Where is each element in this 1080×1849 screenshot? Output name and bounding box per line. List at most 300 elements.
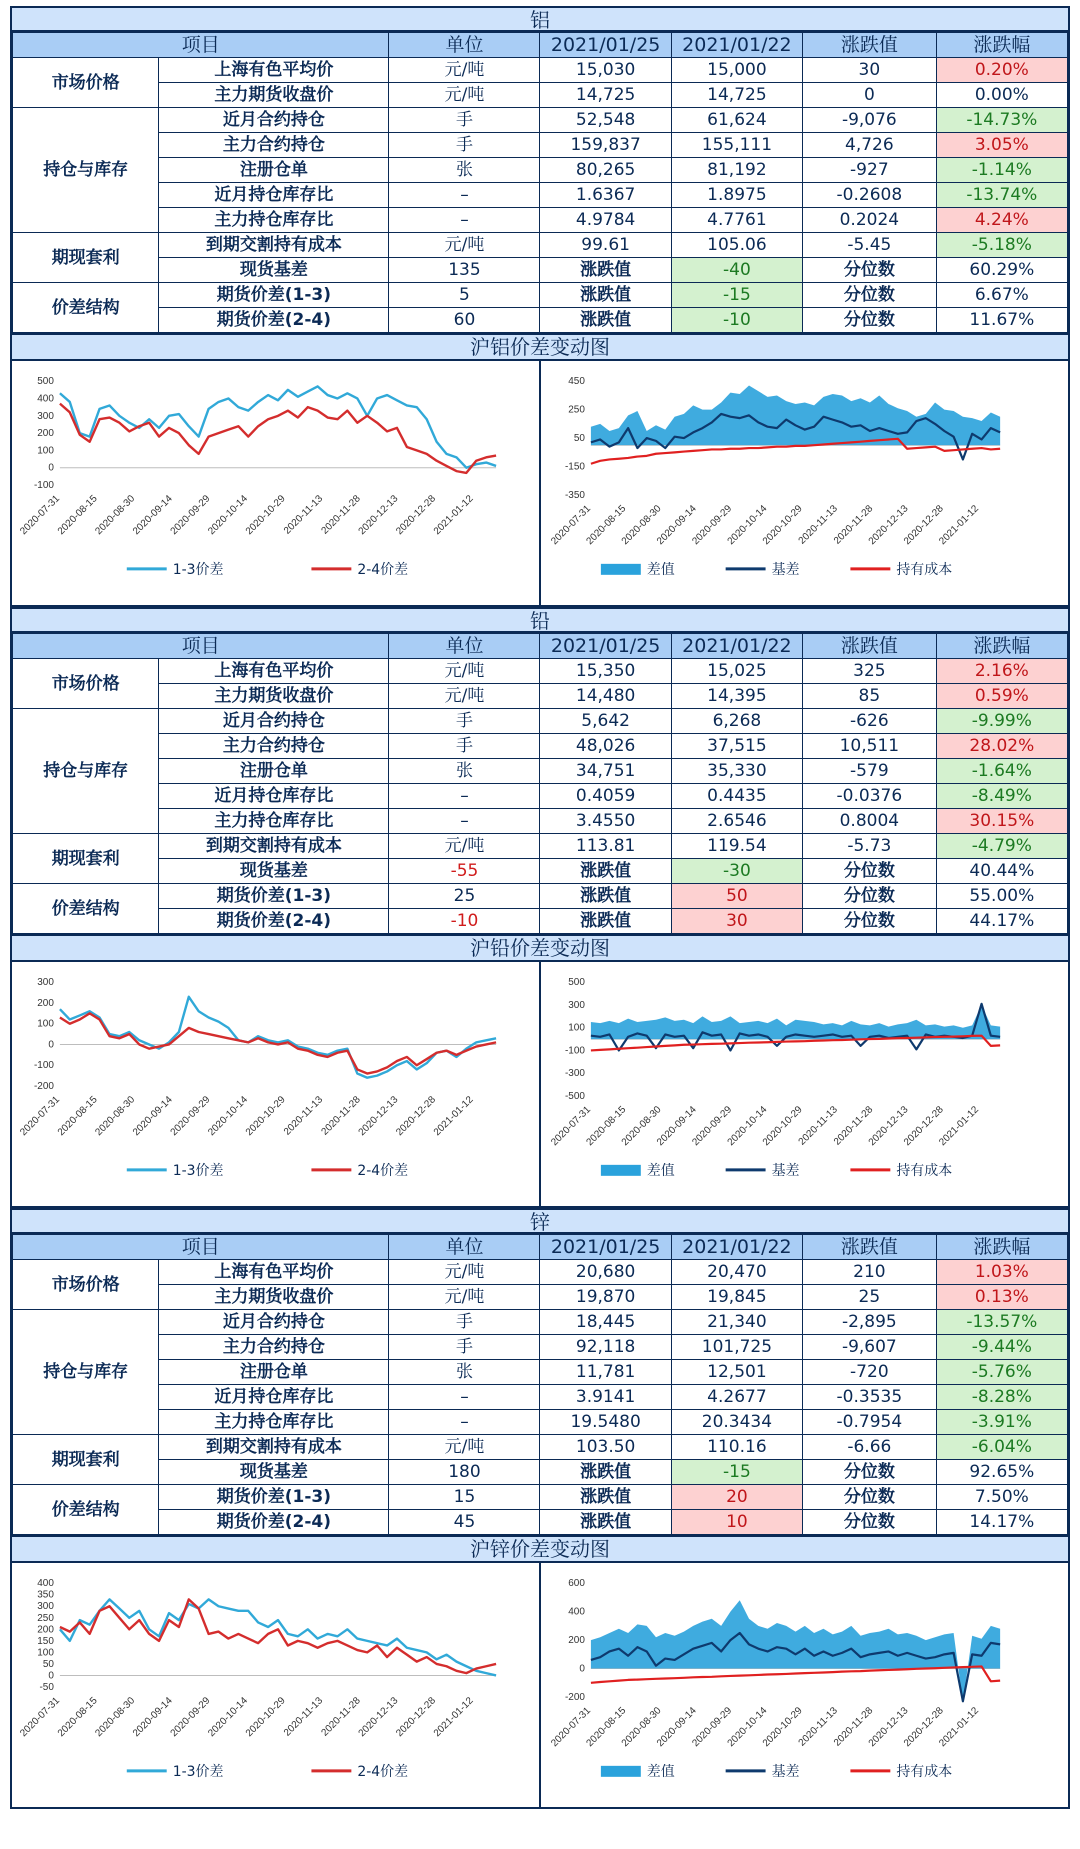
- table-row: [13, 709, 1068, 734]
- basis-value: 25: [389, 884, 540, 909]
- y-tick-label: -200: [564, 1691, 585, 1703]
- row-item: 主力期货收盘价: [159, 83, 389, 108]
- x-tick-label: 2020-07-31: [549, 1104, 594, 1149]
- category-cell: 持仓与库存: [13, 1310, 159, 1435]
- change-label: 涨跌值: [540, 1485, 671, 1510]
- legend-label: 基差: [771, 1162, 800, 1179]
- quantile-value: 44.17%: [936, 909, 1067, 934]
- x-tick-label: 2020-09-29: [168, 1695, 213, 1740]
- spread-line-chart: [12, 1563, 539, 1807]
- legend-swatch: [601, 1766, 641, 1777]
- change-value: -0.2608: [803, 183, 937, 208]
- basis-change: -15: [671, 283, 802, 308]
- change-value: -9,076: [803, 108, 937, 133]
- y-tick-label: 0: [48, 1670, 54, 1682]
- x-tick-label: 2020-08-15: [584, 1705, 629, 1750]
- legend-label: 1-3价差: [172, 1162, 224, 1179]
- category-cell: 市场价格: [13, 659, 159, 709]
- unit-cell: –: [389, 183, 540, 208]
- value-current: 113.81: [540, 834, 671, 859]
- header-col: 涨跌幅: [936, 1235, 1067, 1260]
- x-tick-label: 2020-11-13: [796, 503, 840, 547]
- basis-change: 20: [671, 1485, 802, 1510]
- basis-value: 15: [389, 1485, 540, 1510]
- unit-cell: 元/吨: [389, 1435, 540, 1460]
- header-col: 涨跌幅: [936, 634, 1067, 659]
- quantile-value: 7.50%: [936, 1485, 1067, 1510]
- change-pct: -9.44%: [936, 1335, 1067, 1360]
- diff-area: [591, 1600, 1000, 1702]
- line-chart-svg: [12, 361, 539, 605]
- table-row: [13, 1485, 1068, 1510]
- report: [10, 6, 1070, 1809]
- x-tick-label: 2020-09-29: [690, 1104, 735, 1149]
- x-tick-label: 2020-11-28: [319, 493, 363, 537]
- x-tick-label: 2020-09-14: [655, 1104, 699, 1149]
- header-item: 项目: [13, 33, 389, 58]
- y-tick-label: -50: [39, 1681, 54, 1693]
- unit-cell: 元/吨: [389, 1285, 540, 1310]
- value-previous: 101,725: [671, 1335, 802, 1360]
- x-tick-label: 2020-10-29: [760, 1104, 805, 1149]
- x-tick-label: 2020-09-29: [168, 1094, 213, 1139]
- category-cell: 市场价格: [13, 58, 159, 108]
- value-previous: 155,111: [671, 133, 802, 158]
- x-tick-label: 2020-10-14: [206, 493, 251, 538]
- header-col: 涨跌值: [803, 1235, 937, 1260]
- category-cell: 持仓与库存: [13, 709, 159, 834]
- quantile-label: 分位数: [803, 884, 937, 909]
- table-row: [13, 1410, 1068, 1435]
- change-value: -720: [803, 1360, 937, 1385]
- table-row: [13, 834, 1068, 859]
- unit-cell: 手: [389, 734, 540, 759]
- diff-area: [591, 385, 1000, 445]
- change-value: -0.3535: [803, 1385, 937, 1410]
- quantile-label: 分位数: [803, 258, 937, 283]
- unit-cell: 元/吨: [389, 834, 540, 859]
- row-item: 上海有色平均价: [159, 1260, 389, 1285]
- change-label: 涨跌值: [540, 859, 671, 884]
- value-previous: 110.16: [671, 1435, 802, 1460]
- value-current: 4.9784: [540, 208, 671, 233]
- value-previous: 19,845: [671, 1285, 802, 1310]
- change-label: 涨跌值: [540, 1510, 671, 1535]
- x-tick-label: 2020-08-15: [55, 1094, 100, 1139]
- change-label: 涨跌值: [540, 258, 671, 283]
- row-item: 期货价差(2-4): [159, 1510, 389, 1535]
- row-item: 到期交割持有成本: [159, 834, 389, 859]
- row-item: 近月持仓库存比: [159, 1385, 389, 1410]
- spread-line-chart: [12, 962, 539, 1206]
- unit-cell: 元/吨: [389, 83, 540, 108]
- change-value: 10,511: [803, 734, 937, 759]
- unit-cell: 手: [389, 108, 540, 133]
- x-tick-label: 2021-01-12: [431, 1695, 476, 1740]
- value-current: 103.50: [540, 1435, 671, 1460]
- category-cell: 价差结构: [13, 1485, 159, 1535]
- series-line-2-4: [60, 1013, 496, 1073]
- table-row: [13, 183, 1068, 208]
- quantile-value: 55.00%: [936, 884, 1067, 909]
- value-previous: 4.7761: [671, 208, 802, 233]
- table-row: [13, 909, 1068, 934]
- unit-cell: 元/吨: [389, 684, 540, 709]
- unit-cell: 张: [389, 158, 540, 183]
- unit-cell: 元/吨: [389, 659, 540, 684]
- charts-row: [12, 962, 1068, 1208]
- row-item: 主力期货收盘价: [159, 684, 389, 709]
- change-value: 4,726: [803, 133, 937, 158]
- y-tick-label: 400: [37, 393, 54, 405]
- change-value: -579: [803, 759, 937, 784]
- change-value: -626: [803, 709, 937, 734]
- row-item: 主力合约持仓: [159, 1335, 389, 1360]
- quantile-label: 分位数: [803, 1485, 937, 1510]
- change-value: -5.73: [803, 834, 937, 859]
- x-tick-label: 2020-10-29: [760, 1705, 805, 1750]
- basis-area-chart: [539, 1563, 1068, 1807]
- value-current: 11,781: [540, 1360, 671, 1385]
- unit-cell: 手: [389, 709, 540, 734]
- x-tick-label: 2020-09-14: [655, 503, 699, 548]
- value-current: 5,642: [540, 709, 671, 734]
- header-col: 2021/01/22: [671, 1235, 802, 1260]
- table-row: [13, 158, 1068, 183]
- x-tick-label: 2020-08-30: [619, 1705, 664, 1750]
- basis-value: 45: [389, 1510, 540, 1535]
- unit-cell: –: [389, 1410, 540, 1435]
- change-pct: -13.74%: [936, 183, 1067, 208]
- row-item: 近月合约持仓: [159, 709, 389, 734]
- y-tick-label: 100: [37, 1018, 54, 1030]
- x-tick-label: 2020-10-29: [760, 503, 805, 548]
- x-tick-label: 2020-12-13: [356, 1094, 401, 1139]
- header-item: 项目: [13, 1235, 389, 1260]
- value-current: 48,026: [540, 734, 671, 759]
- basis-value: 135: [389, 258, 540, 283]
- x-tick-label: 2020-08-30: [619, 503, 664, 548]
- series-line-2-4: [60, 1599, 496, 1673]
- y-tick-label: 150: [37, 1635, 54, 1647]
- x-tick-label: 2020-07-31: [18, 1094, 63, 1139]
- category-cell: 持仓与库存: [13, 108, 159, 233]
- header-col: 涨跌幅: [936, 33, 1067, 58]
- row-item: 期货价差(2-4): [159, 909, 389, 934]
- y-tick-label: 300: [37, 977, 54, 989]
- y-tick-label: -100: [33, 479, 54, 491]
- legend-label: 1-3价差: [172, 561, 224, 578]
- x-tick-label: 2020-12-13: [866, 1104, 911, 1149]
- y-tick-label: 0: [579, 1663, 585, 1675]
- x-tick-label: 2020-09-29: [690, 1705, 735, 1750]
- table-row: [13, 58, 1068, 83]
- change-value: -2,895: [803, 1310, 937, 1335]
- basis-change: -40: [671, 258, 802, 283]
- quantile-label: 分位数: [803, 909, 937, 934]
- x-tick-label: 2020-12-28: [394, 493, 439, 538]
- basis-value: -55: [389, 859, 540, 884]
- change-pct: 28.02%: [936, 734, 1067, 759]
- legend-label: 差值: [646, 561, 675, 578]
- x-tick-label: 2020-07-31: [18, 1695, 63, 1740]
- series-line-1-3: [60, 1599, 496, 1675]
- change-label: 涨跌值: [540, 283, 671, 308]
- header-col: 单位: [389, 33, 540, 58]
- value-previous: 119.54: [671, 834, 802, 859]
- x-tick-label: 2020-12-28: [394, 1695, 439, 1740]
- table-row: [13, 1310, 1068, 1335]
- x-tick-label: 2020-11-13: [281, 1695, 326, 1739]
- x-tick-label: 2020-10-14: [725, 1705, 770, 1750]
- header-col: 2021/01/25: [540, 33, 671, 58]
- quantile-value: 40.44%: [936, 859, 1067, 884]
- basis-change: -30: [671, 859, 802, 884]
- row-item: 到期交割持有成本: [159, 233, 389, 258]
- y-tick-label: -350: [564, 489, 585, 501]
- value-previous: 12,501: [671, 1360, 802, 1385]
- unit-cell: –: [389, 809, 540, 834]
- change-value: 0: [803, 83, 937, 108]
- row-item: 到期交割持有成本: [159, 1435, 389, 1460]
- change-value: -0.7954: [803, 1410, 937, 1435]
- category-cell: 价差结构: [13, 283, 159, 333]
- metal-block-2: [10, 1208, 1070, 1809]
- legend-swatch: [601, 1165, 641, 1176]
- x-tick-label: 2021-01-12: [937, 1705, 982, 1750]
- basis-area-chart: [539, 361, 1068, 605]
- line-chart-svg: [12, 1563, 539, 1807]
- row-item: 注册仓单: [159, 759, 389, 784]
- quantile-label: 分位数: [803, 283, 937, 308]
- x-tick-label: 2021-01-12: [431, 1094, 476, 1139]
- change-pct: -6.04%: [936, 1435, 1067, 1460]
- row-item: 主力期货收盘价: [159, 1285, 389, 1310]
- x-tick-label: 2020-08-30: [93, 1094, 138, 1139]
- change-pct: -1.14%: [936, 158, 1067, 183]
- value-previous: 14,395: [671, 684, 802, 709]
- row-item: 主力持仓库存比: [159, 809, 389, 834]
- y-tick-label: 200: [37, 997, 54, 1009]
- header-col: 涨跌值: [803, 634, 937, 659]
- unit-cell: 元/吨: [389, 1260, 540, 1285]
- legend-label: 基差: [771, 561, 800, 578]
- table-row: [13, 1335, 1068, 1360]
- value-previous: 4.2677: [671, 1385, 802, 1410]
- x-tick-label: 2020-08-15: [584, 503, 629, 548]
- x-tick-label: 2020-10-29: [243, 1094, 288, 1139]
- category-cell: 市场价格: [13, 1260, 159, 1310]
- header-row: [13, 33, 1068, 58]
- x-tick-label: 2020-09-14: [130, 493, 175, 538]
- area-chart-svg: [541, 962, 1068, 1206]
- change-pct: -8.28%: [936, 1385, 1067, 1410]
- basis-value: -10: [389, 909, 540, 934]
- x-tick-label: 2020-11-13: [281, 493, 326, 537]
- y-tick-label: 0: [48, 1039, 54, 1051]
- change-pct: 0.20%: [936, 58, 1067, 83]
- x-tick-label: 2020-12-28: [901, 1104, 946, 1149]
- y-tick-label: 250: [37, 1612, 54, 1624]
- value-previous: 6,268: [671, 709, 802, 734]
- x-tick-label: 2020-08-15: [55, 493, 100, 538]
- change-pct: -5.76%: [936, 1360, 1067, 1385]
- category-cell: 期现套利: [13, 1435, 159, 1485]
- table-row: [13, 83, 1068, 108]
- y-tick-label: 600: [568, 1578, 585, 1590]
- basis-change: -10: [671, 308, 802, 333]
- x-tick-label: 2020-11-28: [831, 503, 876, 547]
- quantile-label: 分位数: [803, 1460, 937, 1485]
- change-pct: -9.99%: [936, 709, 1067, 734]
- x-tick-label: 2020-09-14: [130, 1094, 175, 1139]
- table-row: [13, 659, 1068, 684]
- table-row: [13, 1360, 1068, 1385]
- legend-label: 持有成本: [896, 1162, 953, 1179]
- quantile-value: 92.65%: [936, 1460, 1067, 1485]
- y-tick-label: 450: [568, 376, 585, 388]
- table-row: [13, 258, 1068, 283]
- y-tick-label: 0: [48, 462, 54, 474]
- x-tick-label: 2020-10-29: [243, 1695, 288, 1740]
- table-row: [13, 859, 1068, 884]
- x-tick-label: 2020-08-15: [584, 1104, 629, 1149]
- value-previous: 2.6546: [671, 809, 802, 834]
- header-col: 2021/01/22: [671, 634, 802, 659]
- change-pct: -8.49%: [936, 784, 1067, 809]
- row-item: 近月合约持仓: [159, 1310, 389, 1335]
- value-previous: 1.8975: [671, 183, 802, 208]
- row-item: 注册仓单: [159, 1360, 389, 1385]
- y-tick-label: 400: [568, 1606, 585, 1618]
- row-item: 近月合约持仓: [159, 108, 389, 133]
- y-tick-label: -500: [564, 1090, 585, 1102]
- x-tick-label: 2020-07-31: [549, 503, 594, 548]
- header-col: 2021/01/25: [540, 1235, 671, 1260]
- metal-title: 铅: [12, 607, 1068, 633]
- basis-value: 5: [389, 283, 540, 308]
- row-item: 近月持仓库存比: [159, 183, 389, 208]
- x-tick-label: 2020-12-28: [901, 503, 946, 548]
- unit-cell: 手: [389, 1310, 540, 1335]
- legend-label: 2-4价差: [357, 1763, 409, 1780]
- basis-change: 10: [671, 1510, 802, 1535]
- value-previous: 81,192: [671, 158, 802, 183]
- x-tick-label: 2020-12-28: [901, 1705, 946, 1750]
- table-row: [13, 133, 1068, 158]
- change-label: 涨跌值: [540, 909, 671, 934]
- quantile-label: 分位数: [803, 859, 937, 884]
- change-value: -6.66: [803, 1435, 937, 1460]
- unit-cell: –: [389, 784, 540, 809]
- metal-block-0: [10, 6, 1070, 607]
- x-tick-label: 2020-09-29: [168, 493, 213, 538]
- table-row: [13, 684, 1068, 709]
- spread-line-chart: [12, 361, 539, 605]
- change-label: 涨跌值: [540, 308, 671, 333]
- x-tick-label: 2020-12-13: [866, 1705, 911, 1750]
- row-item: 主力持仓库存比: [159, 208, 389, 233]
- unit-cell: 张: [389, 759, 540, 784]
- header-col: 涨跌值: [803, 33, 937, 58]
- value-current: 99.61: [540, 233, 671, 258]
- row-item: 主力持仓库存比: [159, 1410, 389, 1435]
- y-tick-label: 300: [37, 410, 54, 422]
- change-pct: -1.64%: [936, 759, 1067, 784]
- quantile-value: 60.29%: [936, 258, 1067, 283]
- legend-label: 2-4价差: [357, 1162, 409, 1179]
- header-col: 2021/01/22: [671, 33, 802, 58]
- y-tick-label: 50: [42, 1658, 54, 1670]
- y-tick-label: 400: [37, 1578, 54, 1590]
- value-current: 15,030: [540, 58, 671, 83]
- unit-cell: 张: [389, 1360, 540, 1385]
- chart-title: 沪铅价差变动图: [12, 934, 1068, 962]
- change-value: -5.45: [803, 233, 937, 258]
- legend-label: 差值: [646, 1763, 675, 1780]
- header-row: [13, 634, 1068, 659]
- basis-change: 30: [671, 909, 802, 934]
- series-line-1-3: [60, 997, 496, 1078]
- row-item: 主力合约持仓: [159, 734, 389, 759]
- x-tick-label: 2020-11-28: [319, 1695, 363, 1739]
- basis-area-chart: [539, 962, 1068, 1206]
- y-tick-label: 350: [37, 1589, 54, 1601]
- change-pct: 1.03%: [936, 1260, 1067, 1285]
- legend-swatch: [601, 564, 641, 575]
- row-item: 现货基差: [159, 258, 389, 283]
- x-tick-label: 2020-11-28: [831, 1705, 876, 1749]
- header-row: [13, 1235, 1068, 1260]
- x-tick-label: 2020-11-28: [831, 1104, 876, 1148]
- change-pct: 2.16%: [936, 659, 1067, 684]
- quantile-label: 分位数: [803, 1510, 937, 1535]
- y-tick-label: 50: [573, 433, 585, 445]
- unit-cell: –: [389, 208, 540, 233]
- change-value: 30: [803, 58, 937, 83]
- table-row: [13, 108, 1068, 133]
- table-row: [13, 308, 1068, 333]
- table-row: [13, 1385, 1068, 1410]
- y-tick-label: -100: [33, 1060, 54, 1072]
- x-tick-label: 2020-10-14: [206, 1094, 251, 1139]
- x-tick-label: 2020-12-13: [356, 493, 401, 538]
- x-tick-label: 2020-10-29: [243, 493, 288, 538]
- change-value: 85: [803, 684, 937, 709]
- legend-label: 1-3价差: [172, 1763, 224, 1780]
- quantile-value: 11.67%: [936, 308, 1067, 333]
- table-row: [13, 233, 1068, 258]
- unit-cell: 手: [389, 1335, 540, 1360]
- x-tick-label: 2020-09-14: [655, 1705, 699, 1750]
- change-value: 0.8004: [803, 809, 937, 834]
- y-tick-label: 200: [37, 1624, 54, 1636]
- change-pct: 4.24%: [936, 208, 1067, 233]
- x-tick-label: 2020-09-14: [130, 1695, 175, 1740]
- y-tick-label: 300: [37, 1601, 54, 1613]
- value-current: 159,837: [540, 133, 671, 158]
- y-tick-label: 500: [37, 376, 54, 388]
- table-row: [13, 734, 1068, 759]
- x-tick-label: 2020-07-31: [549, 1705, 594, 1750]
- value-current: 3.4550: [540, 809, 671, 834]
- change-pct: -3.91%: [936, 1410, 1067, 1435]
- x-tick-label: 2020-08-30: [619, 1104, 664, 1149]
- change-label: 涨跌值: [540, 1460, 671, 1485]
- metal-table: [12, 32, 1068, 333]
- area-chart-svg: [541, 1563, 1068, 1807]
- x-tick-label: 2021-01-12: [431, 493, 476, 538]
